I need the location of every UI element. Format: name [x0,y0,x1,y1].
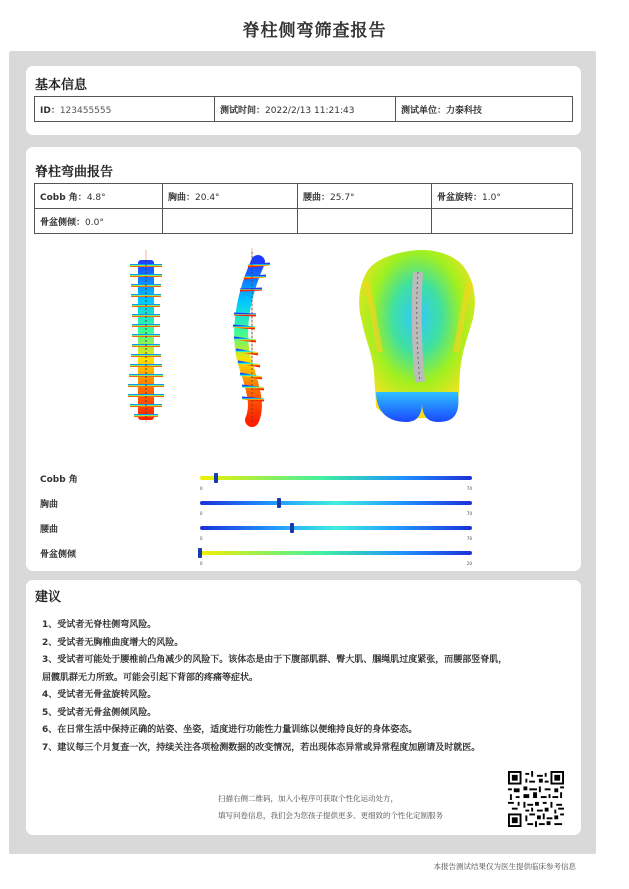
gauge-min: 0 [200,486,203,491]
gauge-max: 70 [466,536,472,541]
spine-metrics-table [34,183,573,234]
gauge-track [200,501,472,516]
advice-item: 5、受试者无骨盆侧倾风险。 [42,707,157,718]
gauge-row [26,547,581,571]
advice-item: 2、受试者无胸椎曲度增大的风险。 [42,637,184,648]
gauge-row [26,472,581,496]
gauge-min: 0 [200,511,203,516]
id-value: 123455555 [59,105,112,116]
gauge-marker [198,548,202,558]
advice-item: 3、受试者可能处于腰椎前凸角减少的风险下。该体态是由于下腹部肌群、臀大肌、腘绳肌过度紧张，而腰部竖脊肌， [42,655,508,665]
pelvis-rotation-label: 骨盆旋转： [437,192,483,203]
advice-item: 4、受试者无骨盆旋转风险。 [42,690,157,700]
spine-report-card [26,147,581,571]
empty-cell [298,209,432,234]
gauge-track [200,476,472,491]
basic-info-card [26,66,581,135]
pelvis-rotation-cell [432,184,573,209]
gauge-max: 70 [466,486,472,491]
back-heatmap [359,250,475,422]
gauge-marker [277,498,281,508]
gauge-label: 胸曲 [40,500,59,510]
gauge-min: 0 [200,561,203,566]
gauge-marker [290,523,294,533]
test-unit-value: 力泰科技 [446,105,483,116]
advice-item: 屈髋肌群无力所致。可能会引起下背部的疼痛等症状。 [42,672,259,683]
front-spine-model [128,250,164,422]
spine-report-heading: 脊柱弯曲报告 [35,165,114,180]
advice-item: 7、建议每三个月复查一次，持续关注各项检测数据的改变情况，若出现体态异常或异常程度加剧请及时就医。 [42,742,481,753]
qr-text-line: 扫描右侧二维码，加入小程序可获取个性化运动处方， [218,794,398,803]
gauge-label: 骨盆侧倾 [40,550,77,560]
gauge-max: 70 [466,511,472,516]
basic-info-table [34,96,573,122]
advice-heading: 建议 [35,590,62,605]
test-time-cell [215,97,396,122]
test-time-value: 2022/2/13 11:21:43 [265,105,355,116]
qr-text-line: 填写问卷信息，我们会为您孩子提供更多、更细致的个性化定制服务 [218,811,443,820]
test-unit-cell [396,97,573,122]
empty-cell [432,209,573,234]
cobb-value: 4.8° [86,192,106,203]
cobb-cell [35,184,163,209]
gauge-label: Cobb 角 [40,475,78,485]
pelvis-tilt-label: 骨盆侧倾： [40,217,86,228]
advice-item: 1、受试者无脊柱侧弯风险。 [42,620,157,630]
cobb-label: Cobb 角： [40,192,87,203]
waist-curve-label: 腰曲： [303,192,331,203]
gauge-track [200,526,472,541]
advice-card [26,580,581,835]
chest-curve-value: 20.4° [195,192,220,203]
gauge-min: 0 [200,536,203,541]
pelvis-rotation-value: 1.0° [482,192,501,203]
gauge-panel [26,462,581,566]
advice-item: 6、在日常生活中保持正确的站姿、坐姿，适度进行功能性力量训练以便维持良好的身体姿态。 [42,725,418,735]
gauge-marker [214,473,218,483]
id-cell [35,97,215,122]
waist-curve-cell [298,184,432,209]
empty-cell [163,209,298,234]
id-label: ID： [40,105,60,116]
gauge-label: 腰曲 [40,525,59,535]
report-title: 脊柱侧弯筛查报告 [242,21,387,41]
test-time-label: 测试时间： [220,105,266,116]
gauge-track [200,551,472,566]
qr-code[interactable] [508,771,564,827]
side-spine-model [233,248,270,424]
chest-curve-cell [163,184,298,209]
gauge-max: 20 [466,561,472,566]
advice-list [42,617,562,757]
gauge-row [26,522,581,546]
waist-curve-value: 25.7° [330,192,355,203]
basic-info-heading: 基本信息 [35,78,88,93]
test-unit-label: 测试单位： [401,105,447,116]
pelvis-tilt-cell [35,209,163,234]
pelvis-tilt-value: 0.0° [85,217,104,228]
gauge-row [26,497,581,521]
footer-note: 本报告测试结果仅为医生提供临床参考信息 [433,862,576,871]
qr-instructions [218,790,498,824]
spine-visualization [26,242,581,432]
chest-curve-label: 胸曲： [168,192,196,203]
